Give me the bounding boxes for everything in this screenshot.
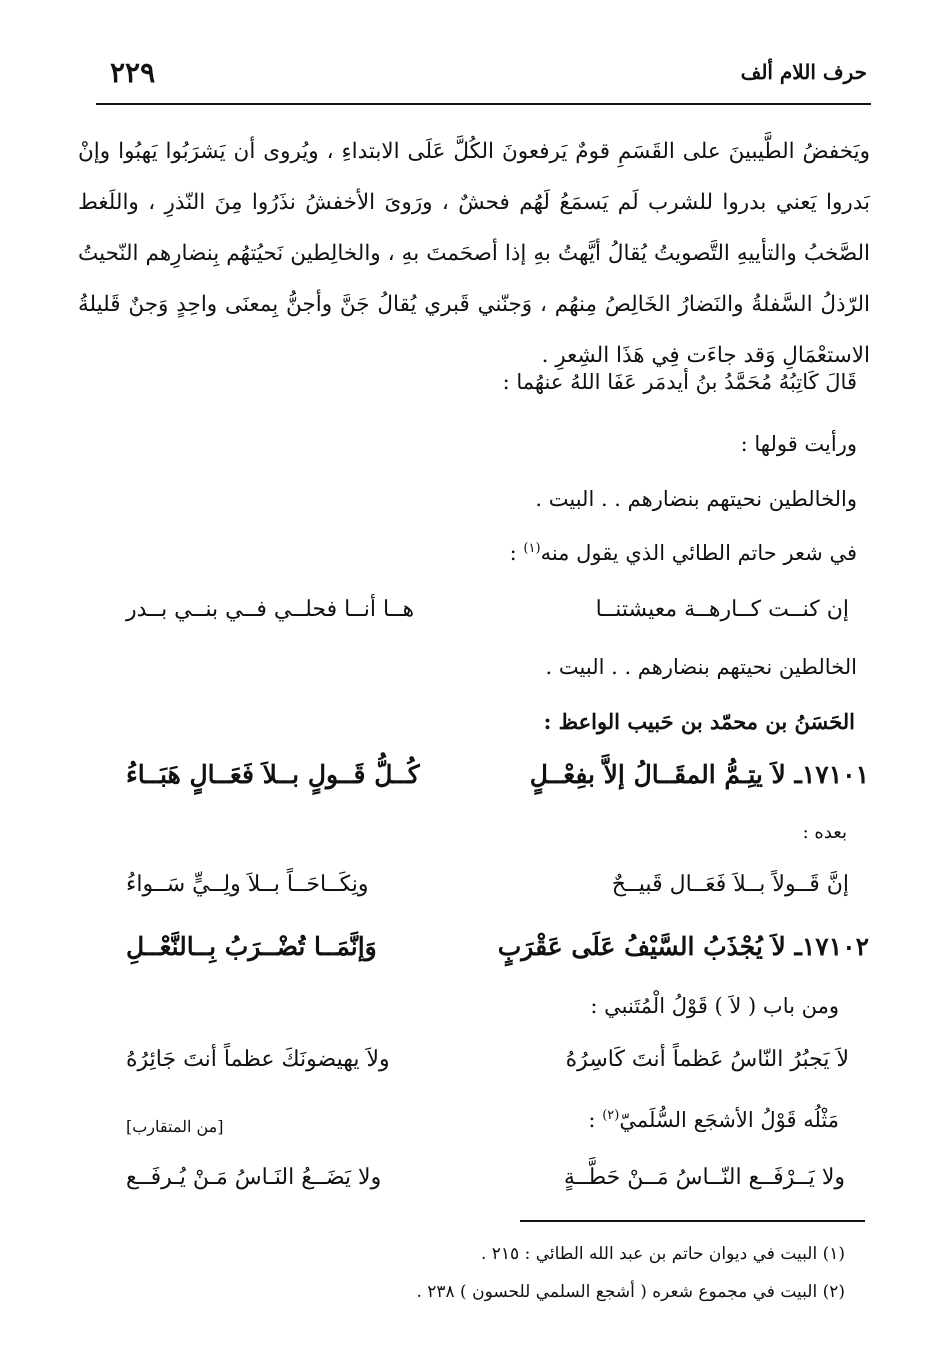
header-rule	[96, 103, 871, 105]
footnote-marker-1[interactable]: (١)	[523, 541, 541, 556]
commentary-paragraph: ويَخفضُ الطَّيبينَ على القَسَمِ قومٌ يَرفعونَ الكُلَّ عَلَى الابتداءِ ، ويُروى أن يَشرَبُوا يَهبُوا وإنْ بَدروا يَعني بدروا للشرب لَم يَسمَعُ لَهُم فحشٌ ، ورَوىَ الأخفشُ نذَرُوا مِنَ النّذرِ ، واللَغط الصَّخبُ والتأييهِ التَّصويتُ يُقالُ أيَّهتُ بهِ إذا أصحَمتَ بهِ ، والخالِطين نَحيُتهُم بِنضارِهم النّحيتُ الرّذلُ السَّفلةُ والنَضارُ الخَالِصُ مِنهُم ، وَجنّني قَبري يُقالُ جَنَّ وأجنُّ بِمعنَى واحِدٍ وَجنٌ قَليلةُ الاستعْمَالِ وَقد جاءَت فِي هَذَا الشِعرِ .	[78, 139, 870, 368]
running-title: حرف اللام ألف	[740, 60, 867, 84]
similar-text: مَثْلُه قَوْلُ الأشجَع السُّلَميّ	[619, 1108, 839, 1132]
verse-first-hemistich: لاَ يُجْذَبُ السَّيْفُ عَلَى عَقْرَبٍ	[497, 932, 786, 961]
ashja-verse-second: ولا يَضَــعُ النَـاسُ مَـنْ يُـرفَــع	[126, 1165, 382, 1190]
mutanabbi-verse-second: ولاَ يهيضونَكَ عظماً أنتَ جَائِرُهُ	[126, 1047, 390, 1072]
source-line	[510, 541, 857, 565]
after-label: بعده :	[802, 822, 847, 843]
source-colon: :	[509, 541, 517, 565]
saw-line: ورأيت قولها :	[740, 432, 857, 456]
quote-line-2: الخالطين نحيتهم بنضارهم . . البيت .	[545, 655, 857, 679]
mutanabbi-verse-first: لاَ يَجبُرُ النّاسُ عَظماً أنتَ كَاسِرُهُ	[565, 1047, 849, 1072]
page-number: ٢٢٩	[110, 56, 156, 89]
similar-colon: :	[588, 1108, 596, 1132]
footnote-2: (٢) البيت في مجموع شعره ( أشجع السلمي للحسون ) ٢٣٨ .	[416, 1282, 845, 1302]
source-text: في شعر حاتم الطائي الذي يقول منه	[540, 541, 857, 565]
footnote-1: (١) البيت في ديوان حاتم بن عبد الله الطائي : ٢١٥ .	[480, 1244, 845, 1264]
verse-17102-first	[498, 932, 869, 961]
verse-17102-second: وَإنَّمَــا تُضْــرَبُ بِــالنَّعْــلِ	[126, 932, 377, 961]
meter-tag: [من المتقارب]	[126, 1117, 224, 1136]
after-verse-second: ونِكَــاحَــاً بــلاَ ولِــيٍّ سَــواءُ	[126, 872, 369, 897]
verse-17101-second: كُــلُّ قَــولٍ بــلاَ فَعَــالٍ هَبَــاءُ	[126, 760, 420, 789]
after-verse-first: إنَّ قَــولاً بــلاَ فَعَــال قَبيــحٌ	[611, 872, 849, 897]
hatim-verse-second: هــا أنــا فحلــي فــي بنــي بــدر	[126, 597, 415, 622]
verse-first-hemistich: لاَ يتِـمُّ المقَــالُ إلاَّ بفِعْــلٍ	[529, 760, 786, 789]
footnote-marker-2[interactable]: (٢)	[602, 1108, 620, 1123]
hatim-verse-first: إن كنــت كــارهــة معيشتنــا	[595, 597, 849, 622]
author-line: قَالَ كَاتِبُهُ مُحَمَّدُ بنُ أيدمَر عَفَا اللهُ عنهُما :	[502, 370, 857, 394]
poet-heading: الحَسَنُ بن محمّد بن حَبيب الواعظ :	[543, 709, 855, 734]
ashja-verse-first: ولا يَــرْفَــع النّــاسُ مَــنْ حَطَّــةٍ	[563, 1165, 845, 1190]
footnote-rule	[520, 1220, 865, 1222]
quote-line: والخالطين نحيتهم بنضارهم . . البيت .	[535, 487, 857, 511]
verse-number: ١٧١٠٢ـ	[794, 932, 869, 961]
verse-number: ١٧١٠١ـ	[794, 760, 869, 789]
similar-line	[588, 1108, 839, 1132]
verse-17101-first	[530, 760, 869, 789]
chapter-line: ومن باب ( لاَ ) قَوْلُ الْمُتَنبي :	[590, 994, 839, 1018]
